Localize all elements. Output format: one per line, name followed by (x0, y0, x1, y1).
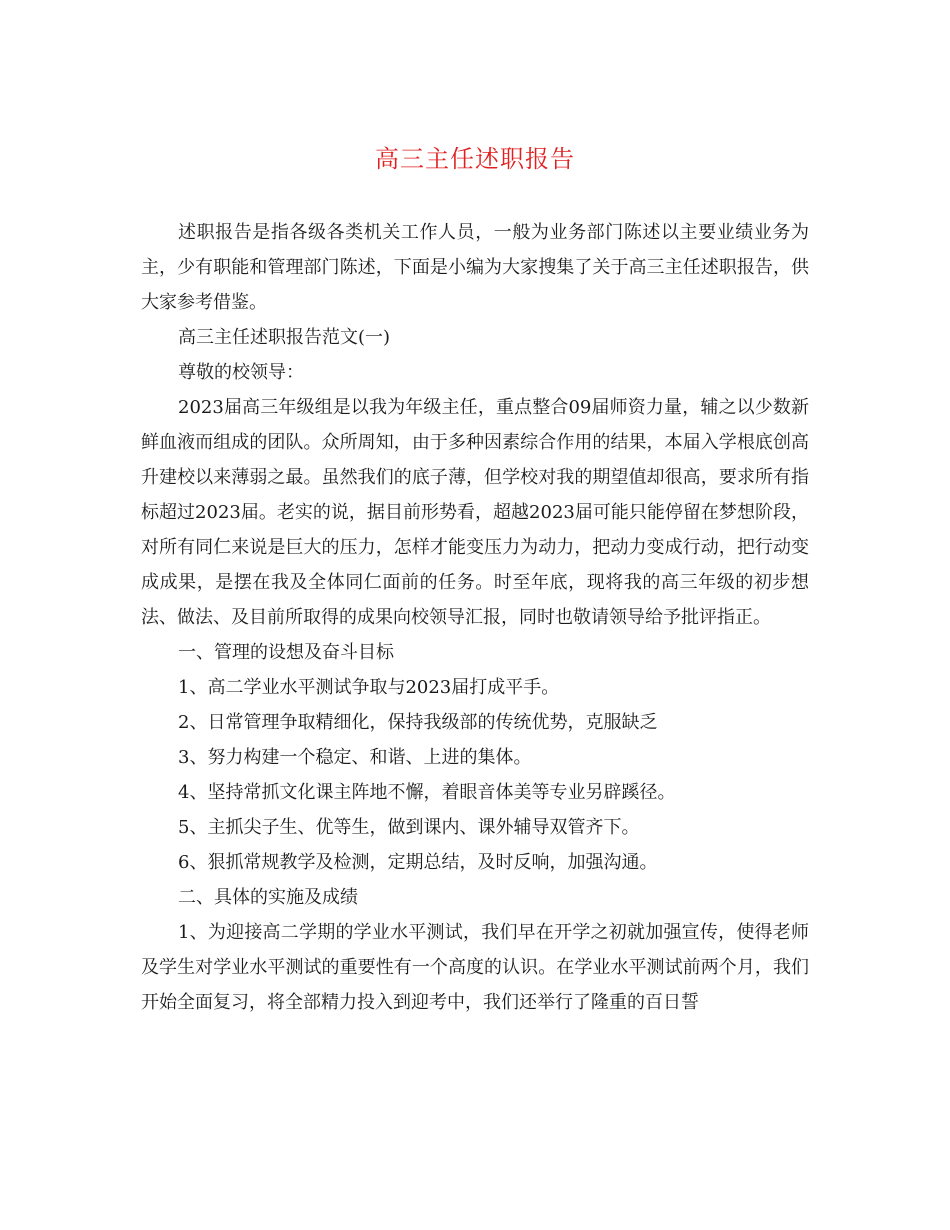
document-title: 高三主任述职报告 (375, 145, 575, 173)
goal-item: 1、高二学业水平测试争取与2023届打成平手。 (178, 677, 560, 698)
goal-item: 3、努力构建一个稳定、和谐、上进的集体。 (178, 747, 532, 768)
document-body (141, 215, 809, 1020)
intro-paragraph: 述职报告是指各级各类机关工作人员，一般为业务部门陈述以主要业绩业务为主，少有职能和管理部门陈述，下面是小编为大家搜集了关于高三主任述职报告，供大家参考借鉴。 (141, 222, 809, 313)
goal-item: 4、坚持常抓文化课主阵地不懈，着眼音体美等专业另辟蹊径。 (178, 782, 676, 803)
salutation: 尊敬的校领导： (178, 362, 304, 383)
implementation-paragraph: 1、为迎接高二学期的学业水平测试，我们早在开学之初就加强宣传，使得老师及学生对学业水平测试的重要性有一个高度的认识。在学业水平测试前两个月，我们开始全面复习，将全部精力投入到迎考中，我们还举行了隆重的百日誓 (141, 922, 809, 1013)
section-heading-implementation: 二、具体的实施及成绩 (178, 887, 358, 908)
goal-item: 5、主抓尖子生、优等生，做到课内、课外辅导双管齐下。 (178, 817, 640, 838)
goal-item: 6、狠抓常规教学及检测，定期总结，及时反响，加强沟通。 (178, 852, 658, 873)
main-paragraph: 2023届高三年级组是以我为年级主任，重点整合09届师资力量，辅之以少数新鲜血液而组成的团队。众所周知，由于多种因素综合作用的结果，本届入学根底创高升建校以来薄弱之最。虽然我们的底子薄，但学校对我的期望值却很高，要求所有指标超过2023届。老实的说，据目前形势看，超越2023届可能只能停留在梦想阶段，对所有同仁来说是巨大的压力，怎样才能变压力为动力，把动力变成行动，把行动变成成果，是摆在我及全体同仁面前的任务。时至年底，现将我的高三年级的初步想法、做法、及目前所取得的成果向校领导汇报，同时也敬请领导给予批评指正。 (141, 397, 809, 628)
goal-item: 2、日常管理争取精细化，保持我级部的传统优势，克服缺乏 (178, 712, 658, 733)
section-heading-sample: 高三主任述职报告范文(一) (178, 327, 391, 348)
section-heading-goals: 一、管理的设想及奋斗目标 (178, 642, 394, 663)
